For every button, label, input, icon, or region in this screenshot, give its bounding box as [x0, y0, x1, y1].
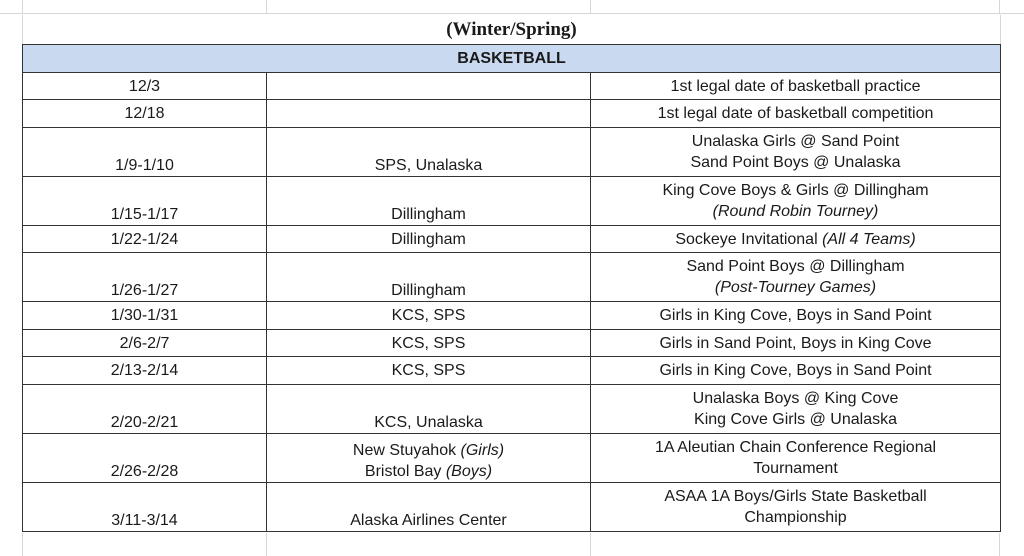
section-header-cell[interactable]: [23, 45, 1001, 73]
location-line: [273, 510, 584, 531]
event-line: [597, 458, 994, 479]
event-line: [597, 305, 994, 326]
event-text: King Cove Girls @ Unalaska: [694, 411, 897, 428]
event-cell[interactable]: [591, 73, 1001, 100]
table-row: [23, 226, 1001, 253]
schedule-table: [22, 44, 1001, 532]
location-cell[interactable]: [267, 385, 591, 434]
section-header: BASKETBALL: [457, 50, 566, 67]
event-line: [597, 152, 994, 173]
location-cell[interactable]: [267, 100, 591, 128]
event-text: 1st legal date of basketball practice: [670, 77, 921, 95]
spreadsheet-gridlines-top: [0, 0, 1024, 14]
date-cell[interactable]: [23, 434, 267, 483]
date-text: 1/30-1/31: [110, 307, 179, 324]
event-text: Girls in Sand Point, Boys in King Cove: [659, 334, 932, 352]
location-cell[interactable]: [267, 302, 591, 330]
location-cell[interactable]: [267, 483, 591, 532]
event-cell[interactable]: [591, 100, 1001, 128]
location-cell[interactable]: [267, 226, 591, 253]
location-line: [273, 204, 584, 225]
page-title: (Winter/Spring): [446, 18, 577, 40]
table-row: [23, 434, 1001, 483]
location-text: KCS, SPS: [391, 307, 466, 324]
event-line: [597, 256, 994, 277]
location-text: Dillingham: [391, 206, 466, 223]
event-line: [597, 76, 994, 97]
table-row: [23, 73, 1001, 100]
location-text: (Girls): [460, 442, 505, 459]
event-line: [597, 437, 994, 458]
location-line: [273, 461, 584, 482]
location-text: Alaska Airlines Center: [350, 512, 507, 529]
event-cell[interactable]: [591, 434, 1001, 483]
date-text: 12/3: [128, 77, 161, 95]
event-text: Sand Point Boys @ Dillingham: [686, 258, 905, 275]
spreadsheet-gridlines-bottom: [0, 533, 1024, 556]
event-text: 1st legal date of basketball competition: [657, 105, 934, 122]
table-row: [23, 385, 1001, 434]
location-text: KCS, Unalaska: [374, 414, 483, 431]
location-cell[interactable]: [267, 73, 591, 100]
event-text: (Post-Tourney Games): [714, 279, 877, 296]
date-text: 1/22-1/24: [110, 230, 179, 248]
event-text: King Cove Boys & Girls @ Dillingham: [662, 182, 929, 199]
date-cell[interactable]: [23, 226, 267, 253]
date-cell[interactable]: [23, 177, 267, 226]
event-text: Championship: [744, 509, 847, 526]
location-line: [273, 280, 584, 301]
event-line: [597, 201, 994, 222]
date-cell[interactable]: [23, 73, 267, 100]
date-text: 2/13-2/14: [110, 362, 179, 379]
event-text: 1A Aleutian Chain Conference Regional: [654, 439, 937, 456]
event-cell[interactable]: [591, 302, 1001, 330]
title-row[interactable]: [22, 15, 1001, 44]
table-row: [23, 330, 1001, 357]
event-line: [597, 360, 994, 381]
location-line: [273, 155, 584, 176]
date-cell[interactable]: [23, 483, 267, 532]
event-line: [597, 409, 994, 430]
table-row: [23, 302, 1001, 330]
event-line: [597, 229, 994, 250]
date-text: 1/9-1/10: [115, 157, 174, 174]
date-cell[interactable]: [23, 385, 267, 434]
location-line: [273, 305, 584, 326]
event-text: (Round Robin Tourney): [712, 203, 879, 220]
event-cell[interactable]: [591, 330, 1001, 357]
location-text: KCS, SPS: [391, 362, 466, 379]
event-text: Unalaska Girls @ Sand Point: [691, 133, 900, 150]
location-text: Dillingham: [391, 230, 466, 248]
event-text: Tournament: [753, 460, 838, 477]
event-cell[interactable]: [591, 177, 1001, 226]
location-text: KCS, SPS: [391, 334, 466, 352]
table-row: [23, 483, 1001, 532]
event-cell[interactable]: [591, 128, 1001, 177]
event-line: [597, 333, 994, 354]
date-cell[interactable]: [23, 357, 267, 385]
date-text: 1/26-1/27: [110, 282, 179, 299]
location-text: Bristol Bay: [364, 463, 446, 480]
location-text: (Boys): [445, 463, 493, 480]
location-line: [273, 229, 584, 250]
location-text: Dillingham: [391, 282, 466, 299]
location-cell[interactable]: [267, 434, 591, 483]
date-text: 12/18: [124, 105, 165, 122]
event-line: [597, 388, 994, 409]
location-cell[interactable]: [267, 357, 591, 385]
location-line: [273, 412, 584, 433]
location-cell[interactable]: [267, 177, 591, 226]
event-line: [597, 180, 994, 201]
event-line: [597, 103, 994, 124]
location-line: [273, 440, 584, 461]
event-cell[interactable]: [591, 385, 1001, 434]
location-line: [273, 360, 584, 381]
table-row: [23, 128, 1001, 177]
table-row: [23, 253, 1001, 302]
date-cell[interactable]: [23, 128, 267, 177]
event-cell[interactable]: [591, 253, 1001, 302]
event-cell[interactable]: [591, 226, 1001, 253]
event-text: (All 4 Teams): [822, 230, 916, 248]
event-text: Girls in King Cove, Boys in Sand Point: [659, 307, 932, 324]
location-cell[interactable]: [267, 128, 591, 177]
date-text: 1/15-1/17: [110, 206, 179, 223]
date-cell[interactable]: [23, 253, 267, 302]
event-text: ASAA 1A Boys/Girls State Basketball: [664, 488, 927, 505]
date-cell[interactable]: [23, 330, 267, 357]
date-cell[interactable]: [23, 100, 267, 128]
event-text: Unalaska Boys @ King Cove: [692, 390, 899, 407]
table-row: [23, 100, 1001, 128]
location-text: SPS, Unalaska: [374, 157, 483, 174]
location-text: New Stuyahok: [352, 442, 461, 459]
date-text: 2/6-2/7: [119, 334, 170, 352]
table-row: [23, 177, 1001, 226]
table-row: [23, 357, 1001, 385]
event-line: [597, 131, 994, 152]
event-line: [597, 277, 994, 298]
date-text: 2/20-2/21: [110, 414, 179, 431]
date-text: 2/26-2/28: [110, 463, 179, 480]
event-text: Girls in King Cove, Boys in Sand Point: [659, 362, 932, 379]
event-cell[interactable]: [591, 357, 1001, 385]
location-line: [273, 333, 584, 354]
date-text: 3/11-3/14: [111, 512, 178, 529]
event-text: Sockeye Invitational: [675, 230, 823, 248]
event-cell[interactable]: [591, 483, 1001, 532]
event-line: [597, 486, 994, 507]
date-cell[interactable]: [23, 302, 267, 330]
location-cell[interactable]: [267, 330, 591, 357]
event-line: [597, 507, 994, 528]
location-cell[interactable]: [267, 253, 591, 302]
event-text: Sand Point Boys @ Unalaska: [690, 154, 901, 171]
